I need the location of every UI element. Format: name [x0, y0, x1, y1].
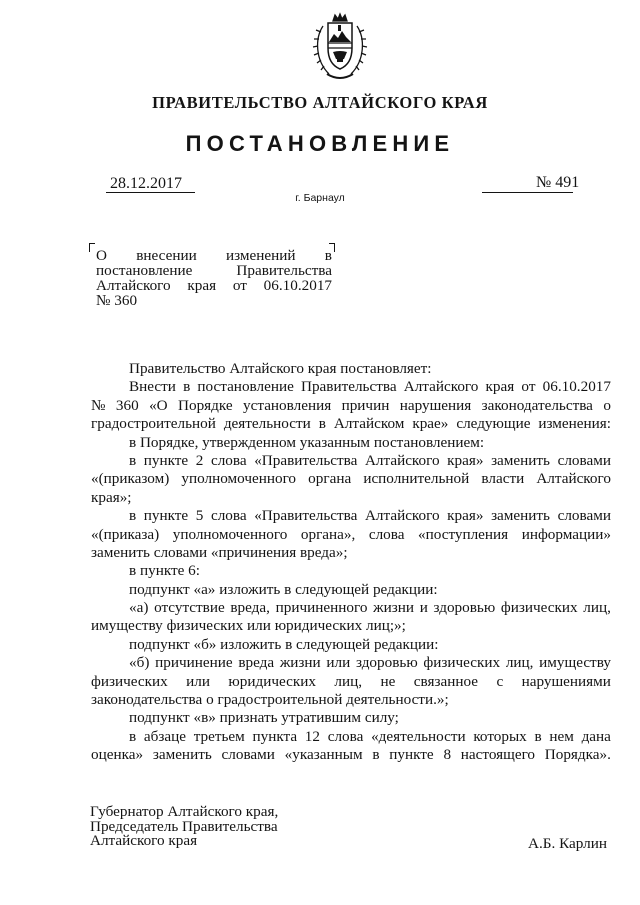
- body-line: подпункт «а» изложить в следующей редакции:: [129, 580, 438, 598]
- subject-line-2: постановление Правительства: [96, 262, 332, 279]
- body-line: в пункте 6:: [129, 562, 200, 580]
- body-line: Внести в постановление Правительства Алтайского края от 06.10.2017: [129, 378, 611, 396]
- subject-bracket-left: [89, 243, 95, 252]
- body-line: «(приказа) уполномоченного органа», слова «поступления информации»: [91, 525, 611, 543]
- body-line: в пункте 2 слова «Правительства Алтайского края» заменить словами: [129, 451, 611, 469]
- subject-line-3: Алтайского края от 06.10.2017: [96, 277, 332, 294]
- body-line: оценка» заменить словами «указанным в пункте 8 настоящего Порядка».: [91, 746, 611, 764]
- subject-line-4: № 360: [96, 292, 138, 309]
- subject-line-1: О внесении изменений в: [96, 247, 332, 264]
- body-line: № 360 «О Порядке установления причин нарушения законодательства о: [91, 396, 611, 414]
- document-body: [91, 360, 611, 765]
- signatory-name: А.Б. Карлин: [528, 835, 607, 852]
- body-line: в пункте 5 слова «Правительства Алтайского края» заменить словами: [129, 507, 611, 525]
- body-line: физических или юридических лиц, не связанное с нарушениями: [91, 672, 611, 690]
- body-line: «б) причинение вреда жизни или здоровью физических лиц, имуществу: [129, 654, 611, 672]
- organization-title: ПРАВИТЕЛЬСТВО АЛТАЙСКОГО КРАЯ: [152, 93, 488, 112]
- city: г. Барнаул: [295, 192, 345, 204]
- document-date: 28.12.2017: [110, 175, 182, 192]
- body-line: подпункт «в» признать утратившим силу;: [129, 709, 399, 727]
- subject-block: [96, 248, 332, 312]
- body-line: градостроительной деятельности в Алтайском крае» следующие изменения:: [91, 415, 611, 433]
- body-line: подпункт «б» изложить в следующей редакции:: [129, 635, 439, 653]
- body-line: Правительство Алтайского края постановляет:: [129, 360, 432, 377]
- document-type: ПОСТАНОВЛЕНИЕ: [185, 131, 455, 156]
- body-line: имуществу физических или юридических лиц;»;: [91, 617, 406, 635]
- body-line: края»;: [91, 488, 132, 506]
- signatory-position: Губернатор Алтайского края, Председатель Правительства Алтайского края: [90, 803, 279, 849]
- body-line: в Порядке, утвержденном указанным постановлением:: [129, 433, 485, 451]
- body-line: «а) отсутствие вреда, причиненного жизни и здоровью физических лиц,: [129, 599, 611, 617]
- document-number: № 491: [536, 174, 580, 191]
- body-line: заменить словами «причинения вреда»;: [91, 543, 348, 561]
- body-line: в абзаце третьем пункта 12 слова «деятельности которых в нем дана: [129, 727, 611, 745]
- body-line: «(приказом) уполномоченного органа исполнительной власти Алтайского: [91, 470, 611, 488]
- coat-of-arms-icon: [311, 12, 369, 84]
- body-line: законодательства о градостроительной деятельности.»;: [91, 691, 449, 709]
